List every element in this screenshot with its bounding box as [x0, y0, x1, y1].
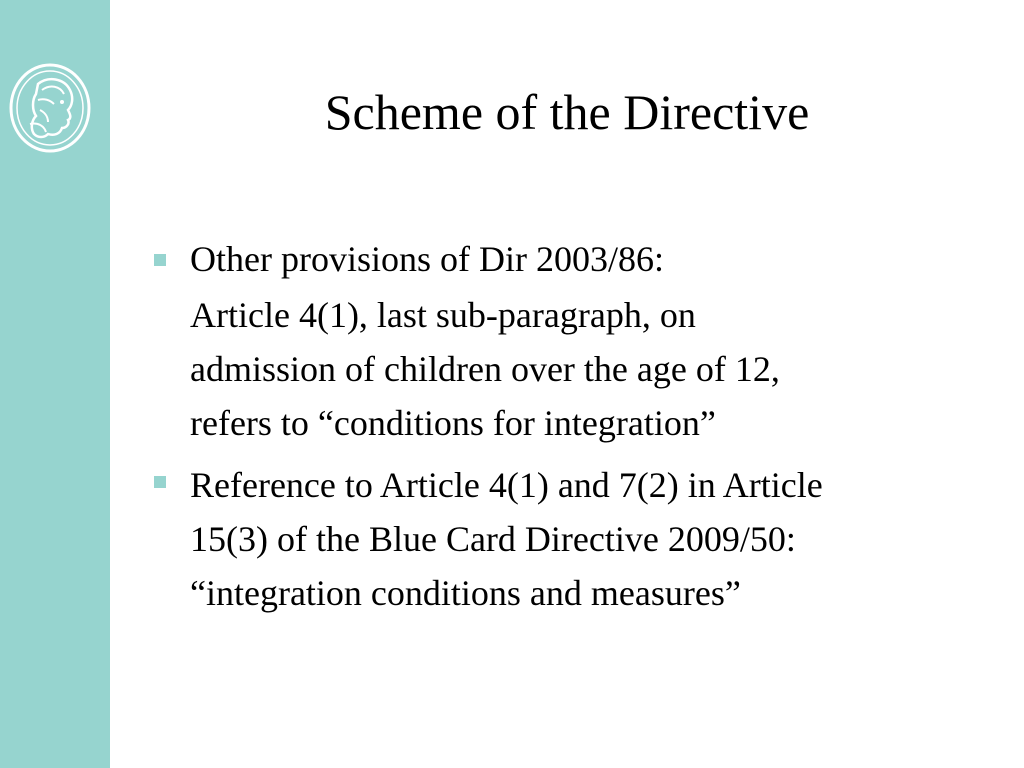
bullet-text-line: Reference to Article 4(1) and 7(2) in Article	[190, 465, 823, 505]
sub-paragraph-line: Article 4(1), last sub-paragraph, on	[190, 295, 696, 335]
max-planck-minerva-logo-icon	[8, 62, 92, 154]
bullet-text: Other provisions of Dir 2003/86:	[190, 239, 664, 279]
slide-title: Scheme of the Directive	[324, 84, 810, 140]
sidebar-band	[0, 0, 110, 768]
sub-paragraph-line: admission of children over the age of 12,	[190, 349, 780, 389]
square-bullet-icon	[154, 476, 166, 488]
sub-paragraph	[150, 288, 1010, 450]
square-bullet-icon	[154, 254, 166, 266]
bullet-text-line: “integration conditions and measures”	[190, 573, 741, 613]
bullet-item	[150, 458, 1010, 620]
slide-content	[150, 232, 1010, 620]
bullet-item	[150, 232, 1010, 286]
bullet-text-line: 15(3) of the Blue Card Directive 2009/50:	[190, 519, 796, 559]
sub-paragraph-line: refers to “conditions for integration”	[190, 403, 716, 443]
